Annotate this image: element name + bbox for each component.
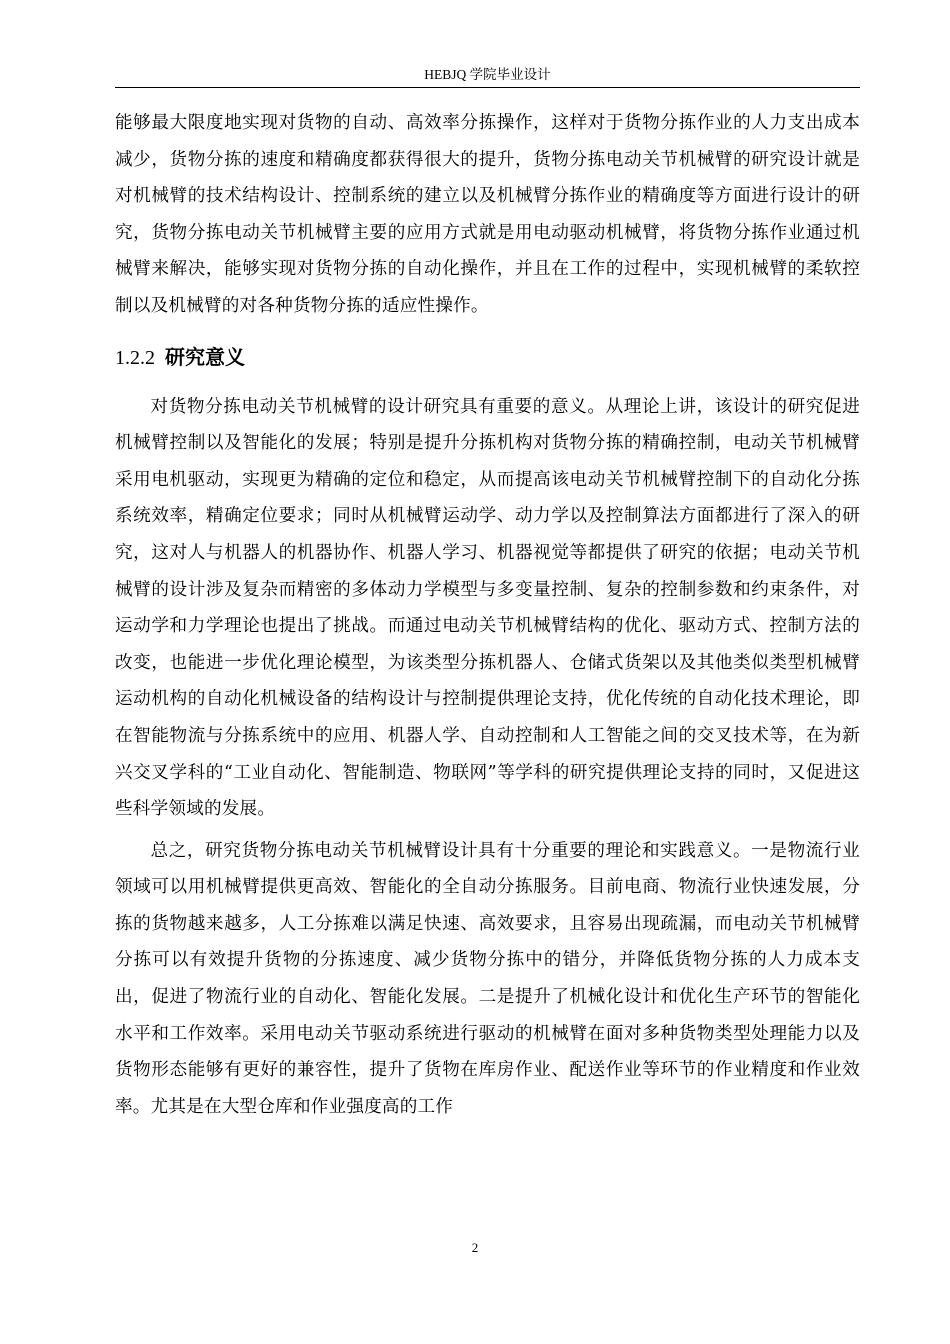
paragraph-significance: 对货物分拣电动关节机械臂的设计研究具有重要的意义。从理论上讲，该设计的研究促进机械臂控制以及智能化的发展；特别是提升分拣机构对货物分拣的精确控制，电动关节机械臂采用电机驱动，实现更为精确的定位和稳定，从而提高该电动关节机械臂控制下的自动化分拣系统效率，精确定位要求；同时从机械臂运动学、动力学以及控制算法方面都进行了深入的研究，这对人与机器人的机器协作、机器人学习、机器视觉等都提供了研究的依据；电动关节机械臂的设计涉及复杂而精密的多体动力学模型与多变量控制、复杂的控制参数和约束条件，对运动学和力学理论也提出了挑战。而通过电动关节机械臂结构的优化、驱动方式、控制方法的改变，也能进一步优化理论模型，为该类型分拣机器人、仓储式货架以及其他类似类型机械臂运动机构的自动化机械设备的结构设计与控制提供理论支持，优化传统的自动化技术理论，即在智能物流与分拣系统中的应用、机器人学、自动控制和人工智能之间的交叉技术等，在为新兴交叉学科的“工业自动化、智能制造、物联网”等学科的研究提供理论支持的同时，又促进这些科学领域的发展。 xyxy=(115,396,860,820)
section-title: 研究意义 xyxy=(165,344,245,369)
page-number: 2 xyxy=(471,1240,479,1255)
page-body xyxy=(115,105,860,1125)
section-heading xyxy=(115,343,860,372)
paragraph-summary: 总之，研究货物分拣电动关节机械臂设计具有十分重要的理论和实践意义。一是物流行业领域可以用机械臂提供更高效、智能化的全自动分拣服务。目前电商、物流行业快速发展，分拣的货物越来越多，人工分拣难以满足快速、高效要求，且容易出现疏漏，而电动关节机械臂分拣可以有效提升货物的分拣速度、减少货物分拣中的错分，并降低货物分拣的人力成本支出，促进了物流行业的自动化、智能化发展。二是提升了机械化设计和优化生产环节的智能化水平和工作效率。采用电动关节驱动系统进行驱动的机械臂在面对多种货物类型处理能力以及货物形态能够有更好的兼容性，提升了货物在库房作业、配送作业等环节的作业精度和作业效率。尤其是在大型仓库和作业强度高的工作 xyxy=(115,840,860,1117)
paragraph-intro: 能够最大限度地实现对货物的自动、高效率分拣操作，这样对于货物分拣作业的人力支出成本减少，货物分拣的速度和精确度都获得很大的提升，货物分拣电动关节机械臂的研究设计就是对机械臂的技术结构设计、控制系统的建立以及机械臂分拣作业的精确度等方面进行设计的研究，货物分拣电动关节机械臂主要的应用方式就是用电动驱动机械臂，将货物分拣作业通过机械臂来解决，能够实现对货物分拣的自动化操作，并且在工作的过程中，实现机械臂的柔软控制以及机械臂的对各种货物分拣的适应性操作。 xyxy=(115,113,860,316)
header-divider xyxy=(115,87,860,88)
section-number: 1.2.2 xyxy=(115,346,155,369)
page-header-title: HEBJQ 学院毕业设计 xyxy=(424,67,551,82)
